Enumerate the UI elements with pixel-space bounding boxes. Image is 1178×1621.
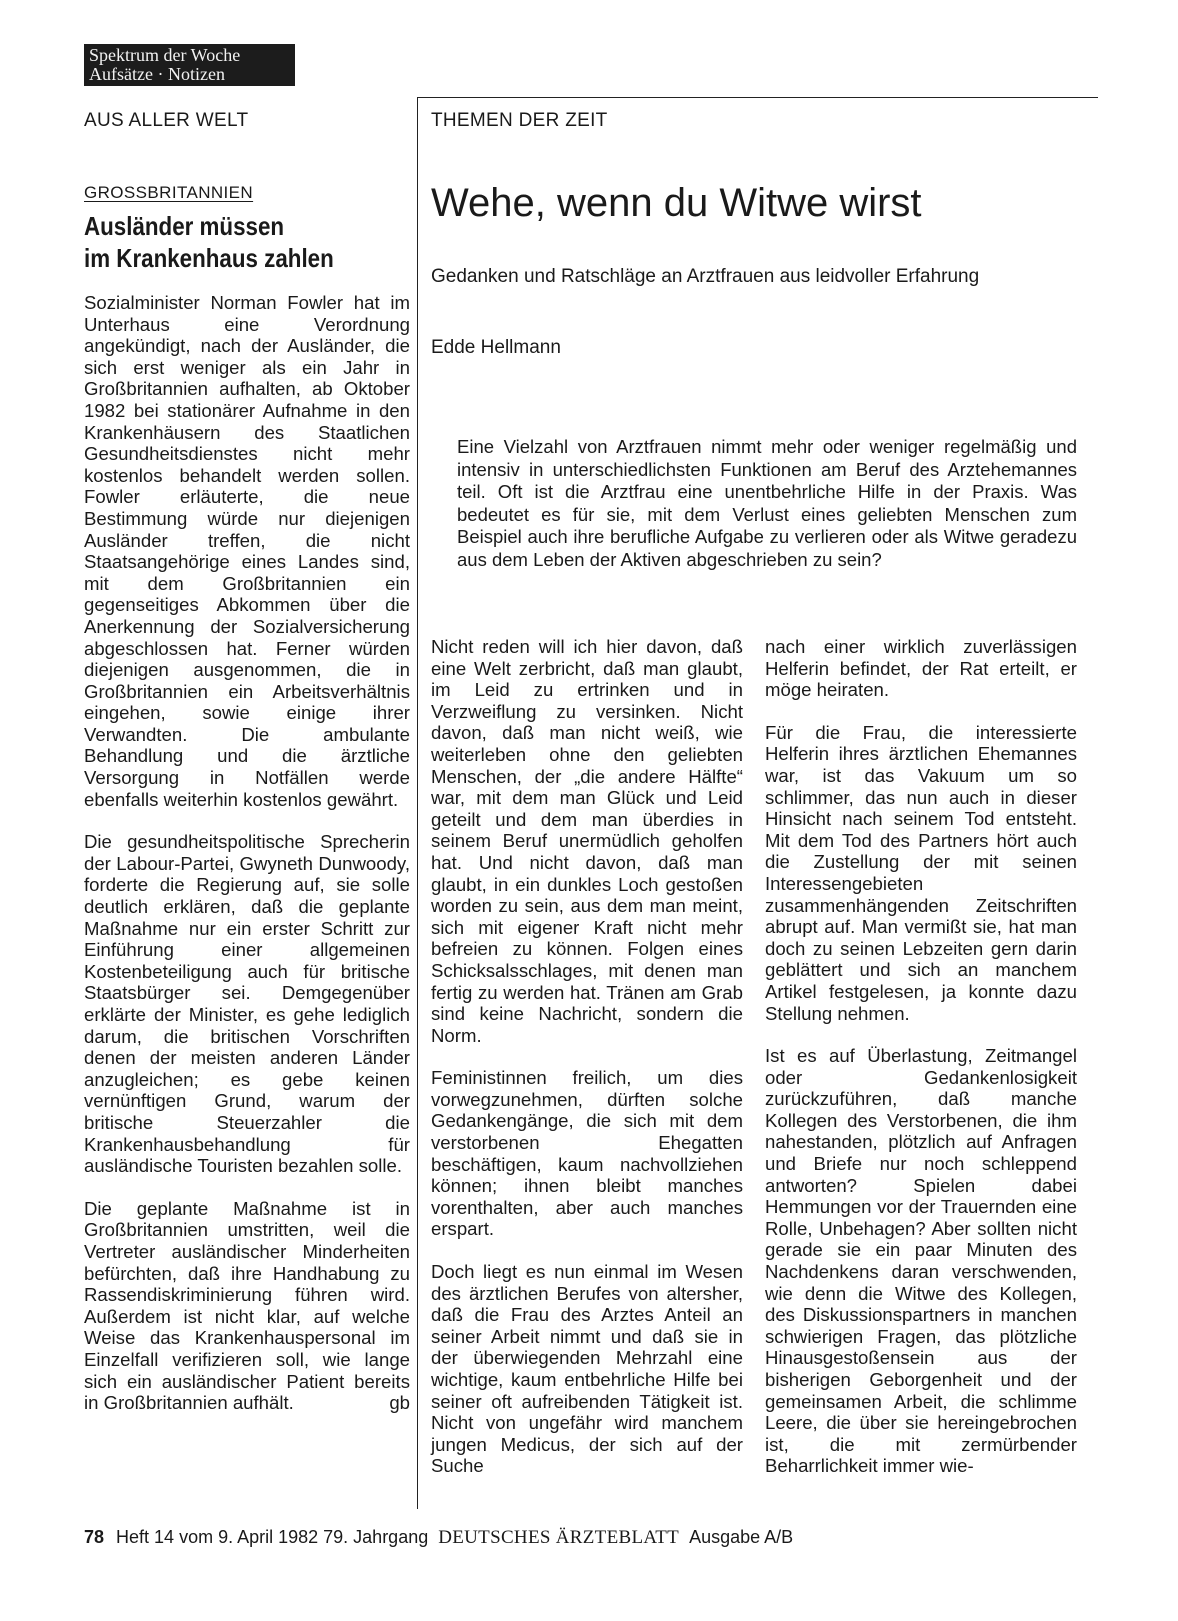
left-headline-line-1: Ausländer müssen [84, 211, 285, 241]
magazine-name: DEUTSCHES ÄRZTEBLATT [438, 1527, 680, 1548]
left-paragraph: Die gesundheitspolitische Sprecherin der Labour-Partei, Gwyneth Dunwoody, forderte die Regierung auf, sie solle deutlich erklären, daß die geplante Maßnahme nur ein erster Schritt zur Einführung einer allgemeinen Kostenbeteiligung auch für britische Staatsbürger sei. Demgegenüber erklärte der Minister, es gehe lediglich darum, die britischen Vorschriften denen der meisten anderen Länder anzugleichen; es gebe keinen vernünftigen Grund, warum der britische Steuerzahler die Krankenhausbehandlung für ausländische Touristen bezahlen solle. [84, 831, 410, 1177]
section-badge [84, 44, 295, 86]
article-column-1 [431, 636, 743, 1477]
left-paragraph: Sozialminister Norman Fowler hat im Unterhaus eine Verordnung angekündigt, nach der Ausländer, die sich erst weniger als ein Jahr in Großbritannien aufhalten, ab Oktober 1982 bei stationärer Aufnahme in den Krankenhäusern des Staatlichen Gesundheitsdienstes nicht mehr kostenlos behandelt werden sollen. Fowler erläuterte, die neue Bestimmung würde nur diejenigen Ausländer treffen, die nicht Staatsangehörige eines Landes sind, mit dem Großbritannien ein gegenseitiges Abkommen über die Anerkennung der Sozialversicherung abgeschlossen hat. Ferner würden diejenigen ausgenommen, die in Großbritannien ein Arbeitsverhältnis eingehen, sowie einige ihrer Verwandten. Die ambulante Behandlung und die ärztliche Versorgung in Notfällen werde ebenfalls weiterhin kostenlos gewährt. [84, 292, 410, 810]
column-2-paragraph: Ist es auf Überlastung, Zeitmangel oder Gedankenlosigkeit zurückzuführen, daß manche Kollegen des Verstorbenen, die ihm nahestanden, plötzlich auf Anfragen und Briefe nur noch schleppend antworten? Spielen dabei Hemmungen vor der Trauernden eine Rolle, Unbehagen? Aber sollten nicht gerade sie ein paar Minuten des Nachdenkens daran verschwenden, wie denn die Witwe des Kollegen, des Diskussionspartners in manchen schwierigen Fragen, das plötzliche Hinausgestoßensein aus der bisherigen Geborgenheit und der gemeinsamen Arbeit, die schlimme Leere, die über sie hereingebrochen ist, die mit zermürbender Beharrlichkeit immer wie- [765, 1045, 1077, 1477]
article-title: Wehe, wenn du Witwe wirst [431, 181, 922, 225]
article-column-2 [765, 636, 1077, 1477]
column-divider [417, 97, 418, 1509]
top-rule [418, 97, 1098, 98]
page-number: 78 [84, 1527, 105, 1547]
column-2-paragraph: nach einer wirklich zuverlässigen Helferin befindet, der Rat erteilt, er möge heiraten. [765, 636, 1077, 701]
article-subtitle: Gedanken und Ratschläge an Arztfrauen aus leidvoller Erfahrung [431, 266, 980, 287]
page-footer [84, 1525, 793, 1550]
article-author: Edde Hellmann [431, 337, 561, 358]
author-signature: gb [389, 1392, 410, 1414]
column-1-paragraph: Nicht reden will ich hier davon, daß eine Welt zerbricht, daß man glaubt, im Leid zu ertrinken und in Verzweiflung zu versinken. Nicht davon, daß man nicht weiß, wie weiterleben ohne den geliebten Menschen, der „die andere Hälfte“ war, mit dem man Glück und Leid geteilt und dem man überdies in seinem Beruf unermüdlich geholfen hat. Und nicht davon, daß man glaubt, in ein dunkles Loch gestoßen worden zu sein, aus dem man meint, sich mit eigener Kraft nicht mehr befreien zu können. Folgen eines Schicksalsschlages, mit denen man fertig zu werden hat. Tränen am Grab sind keine Nachricht, sondern die Norm. [431, 636, 743, 1046]
left-section-label: AUS ALLER WELT [84, 110, 249, 131]
column-1-paragraph: Doch liegt es nun einmal im Wesen des ärztlichen Berufes von altersher, daß die Frau des Arztes Anteil an seiner Arbeit nimmt und daß sie in der überwiegenden Mehrzahl eine wichtige, kaum entbehrliche Hilfe bei seiner oft aufreibenden Tätigkeit ist. Nicht von ungefähr wird manchem jungen Medicus, der sich auf der Suche [431, 1261, 743, 1477]
right-section-label: THEMEN DER ZEIT [431, 110, 608, 131]
country-kicker: GROSSBRITANNIEN [84, 183, 254, 202]
left-paragraph-text: Die geplante Maßnahme ist in Großbritannien umstritten, weil die Vertreter ausländischer Minderheiten befürchten, daß ihre Handhabung zu Rassendiskriminierung führen wird. Außerdem ist nicht klar, auf welche Weise das Krankenhauspersonal im Einzelfall verifizieren soll, wie lange sich ein ausländischer Patient bereits in Großbritannien aufhält. [84, 1197, 410, 1414]
badge-line-1: Spektrum der Woche [89, 45, 241, 65]
left-article-body [84, 292, 410, 1414]
left-headline [84, 210, 359, 274]
edition-info: Ausgabe A/B [689, 1527, 794, 1547]
article-intro: Eine Vielzahl von Arztfrauen nimmt mehr oder weniger regelmäßig und intensiv in unterschiedlichsten Funktionen am Beruf des Arztehemannes teil. Oft ist die Arztfrau eine unentbehrliche Hilfe in der Praxis. Was bedeutet es für sie, mit dem Verlust eines geliebten Menschen zum Beispiel auch ihre berufliche Aufgabe zu verlieren oder als Witwe geradezu aus dem Leben der Aktiven abgeschrieben zu sein? [457, 436, 1077, 570]
left-paragraph [84, 1198, 410, 1414]
issue-info: Heft 14 vom 9. April 1982 79. Jahrgang [116, 1527, 429, 1547]
badge-line-2: Aufsätze · Notizen [89, 64, 225, 84]
column-2-paragraph: Für die Frau, die interessierte Helferin ihres ärztlichen Ehemannes war, ist das Vakuum um so schlimmer, das nun auch in dieser Hinsicht nach seinem Tod entsteht. Mit dem Tod des Partners hört auch die Zustellung der mit seinen Interessengebieten zusammenhängenden Zeitschriften abrupt auf. Man vermißt sie, hat man doch zu seinen Lebzeiten gern darin geblättert und sich an manchem Artikel festgelesen, ja konnte dazu Stellung nehmen. [765, 721, 1077, 1024]
left-headline-line-2: im Krankenhaus zahlen [84, 243, 334, 273]
column-1-paragraph: Feministinnen freilich, um dies vorwegzunehmen, dürften solche Gedankengänge, die sich mit dem verstorbenen Ehegatten beschäftigen, kaum nachvollziehen können; ihnen bleibt manches vorenthalten, aber auch manches erspart. [431, 1067, 743, 1240]
